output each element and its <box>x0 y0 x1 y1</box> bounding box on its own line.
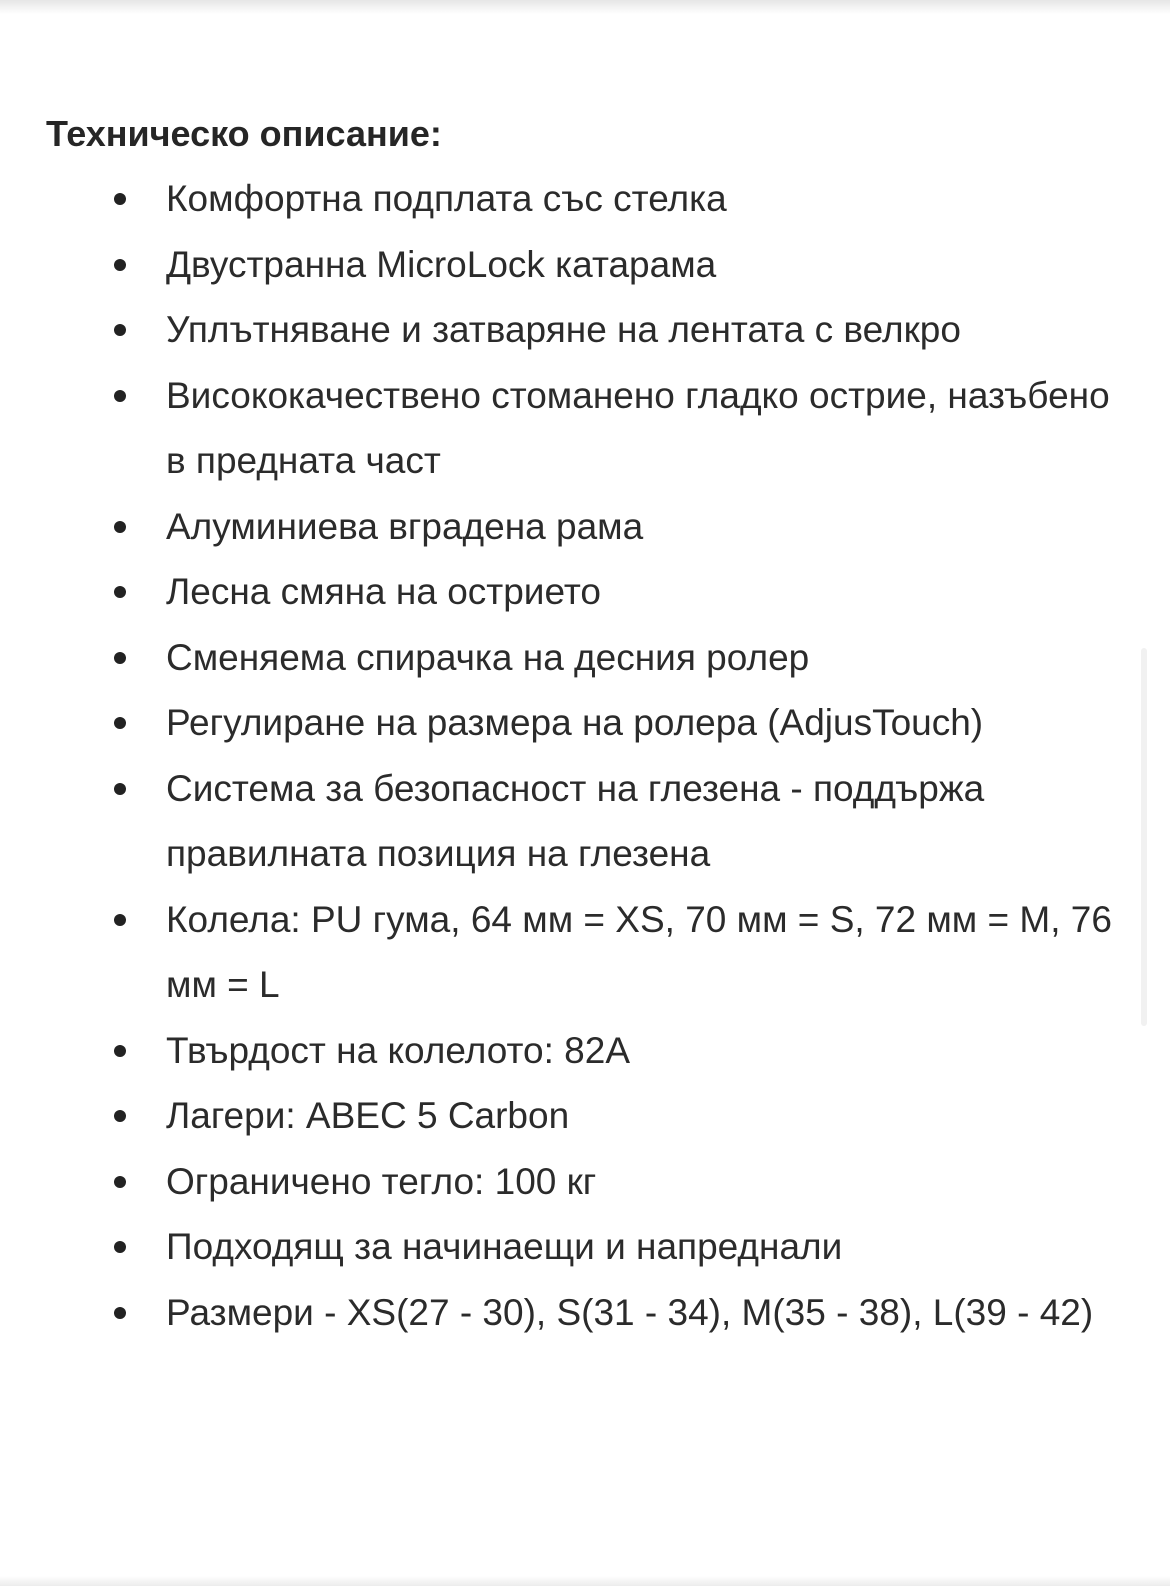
spec-text: Лесна смяна на острието <box>166 571 601 612</box>
bullet-icon <box>114 652 126 664</box>
bullet-icon <box>114 1307 126 1319</box>
spec-item <box>46 1018 1136 1084</box>
spec-item <box>46 363 1136 494</box>
spec-item <box>46 1280 1136 1346</box>
spec-text: Лагери: ABEC 5 Carbon <box>166 1095 570 1136</box>
bottom-edge-shadow <box>0 1576 1170 1586</box>
bullet-icon <box>114 521 126 533</box>
spec-item <box>46 1083 1136 1149</box>
bullet-icon <box>114 586 126 598</box>
spec-text: Твърдост на колелото: 82A <box>166 1029 631 1071</box>
spec-item <box>46 1149 1136 1215</box>
spec-item <box>46 756 1136 887</box>
spec-text: Сменяема спирачка на десния ролер <box>166 636 810 678</box>
technical-description-section <box>46 108 1136 1345</box>
bullet-icon <box>114 390 126 402</box>
bullet-icon <box>114 1241 126 1253</box>
spec-text: Комфортна подплата със стелка <box>166 178 727 219</box>
spec-item <box>46 232 1136 298</box>
spec-item <box>46 166 1136 232</box>
spec-text: Регулиране на размера на ролера (AdjusTouch) <box>166 702 984 743</box>
spec-text: Размери - XS(27 - 30), S(31 - 34), M(35 - 38), L(39 - 42) <box>166 1291 1094 1333</box>
spec-item <box>46 1214 1136 1280</box>
bullet-icon <box>114 324 126 336</box>
spec-item <box>46 690 1136 756</box>
spec-item <box>46 559 1136 625</box>
spec-item <box>46 887 1136 1018</box>
spec-item <box>46 625 1136 691</box>
top-edge-shadow <box>0 0 1170 14</box>
spec-text: Двустранна MicroLock катарама <box>166 243 717 285</box>
bullet-icon <box>114 1110 126 1122</box>
spec-text: Подходящ за начинаещи и напреднали <box>166 1226 843 1267</box>
spec-text: Ограничено тегло: 100 кг <box>166 1160 597 1202</box>
bullet-icon <box>114 717 126 729</box>
spec-text: Висококачествено стоманено гладко острие, назъбено в предната част <box>166 374 1110 481</box>
spec-item <box>46 494 1136 560</box>
scrollbar[interactable] <box>1141 648 1147 1026</box>
section-heading: Техническо описание: <box>46 113 442 154</box>
bullet-icon <box>114 193 126 205</box>
bullet-icon <box>114 1176 126 1188</box>
spec-text: Уплътняване и затваряне на лентата с велкро <box>166 309 961 350</box>
bullet-icon <box>114 1045 126 1057</box>
spec-list <box>46 166 1136 1345</box>
bullet-icon <box>114 783 126 795</box>
spec-text: Колела: PU гума, 64 мм = XS, 70 мм = S, 72 мм = M, 76 мм = L <box>166 898 1112 1005</box>
spec-text: Система за безопасност на глезена - поддържа правилната позиция на глезена <box>166 767 985 874</box>
spec-text: Алуминиева вградена рама <box>166 505 644 547</box>
bullet-icon <box>114 259 126 271</box>
spec-item <box>46 297 1136 363</box>
bullet-icon <box>114 914 126 926</box>
